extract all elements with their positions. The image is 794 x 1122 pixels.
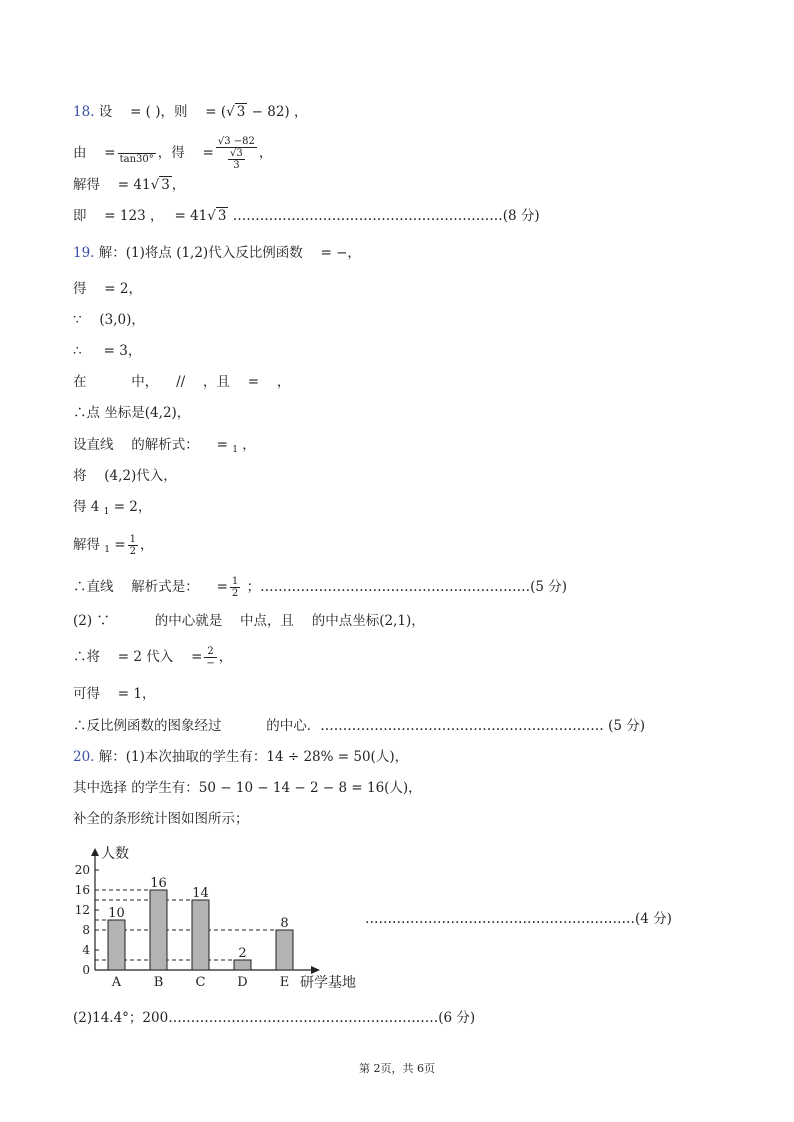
fraction: $\frac{1}{2}$: [231, 576, 239, 599]
y-tick-label: 4: [82, 943, 90, 957]
q18-line4: 即 = 123 ， = 41√ 3 ……………………………………………………(8 分): [73, 208, 540, 224]
q19-line11: ∴直线 解析式是： = $\frac{1}{2}$ ；……………………………………………………(5 分): [73, 576, 567, 599]
q20-line2: 其中选择 的学生有：50 − 10 − 14 − 2 − 8 = 16(人)，: [73, 780, 422, 796]
category-label: E: [279, 975, 290, 990]
score: (8 分): [502, 208, 540, 224]
score: (5 分): [530, 579, 567, 595]
q19-line3: ∵ (3,0)，: [73, 312, 145, 328]
y-axis-label: 人数: [101, 846, 129, 862]
y-tick-label: 20: [74, 863, 90, 877]
data-label: 2: [238, 946, 247, 961]
q19-line4: ∴ = 3，: [73, 343, 142, 359]
fraction: $\frac{1}{2}$: [129, 534, 137, 557]
x-axis-label: 研学基地: [300, 975, 356, 990]
page-footer: 第 2页，共 6页: [359, 1062, 435, 1075]
q19-line14: 可得 = 1，: [73, 686, 156, 702]
q19-line9: 得 4 $_1$ = 2，: [73, 499, 152, 517]
q19-line2: 得 = 2，: [73, 281, 142, 297]
q19-line15: ∴反比例函数的图象经过 的中心．……………………………………………………… (5 分): [73, 718, 646, 734]
category-label: B: [153, 975, 164, 990]
fraction: $\frac{2}{-}$: [206, 646, 215, 669]
q19-line8: 将 (4,2)代入，: [73, 468, 177, 484]
y-tick-label: 8: [82, 923, 90, 937]
q19-line5: 在 中， // ，且 = ，: [73, 374, 291, 390]
x-axis-arrow: [311, 966, 320, 974]
q20-score-line: ……………………………………………………(4 分): [365, 911, 672, 927]
q20-line4: (2)14.4°；200……………………………………………………(6 分): [73, 1010, 476, 1026]
data-label: 14: [192, 886, 209, 901]
q20-number: 20.: [73, 749, 95, 765]
q18-number: 18.: [73, 104, 95, 120]
category-label: A: [111, 975, 122, 990]
fraction: tan30°: [118, 142, 156, 165]
score: (5 分): [603, 718, 646, 734]
q19-line1: 19. 解：(1)将点 (1,2)代入反比例函数 = −，: [73, 245, 361, 261]
q18-line3: 解得 = 41√ 3 ，: [73, 177, 186, 193]
q19-line10: 解得 $_1$ = $\frac{1}{2}$ ，: [73, 534, 154, 557]
data-label: 8: [280, 916, 289, 931]
bar-B: [150, 890, 167, 970]
q18-line2: 由 = tan30° ，得 = $\frac{√3 -82}{\frac{√3}{3}}$ ，: [73, 136, 273, 171]
q19-line13: ∴将 = 2 代入 = $\frac{2}{-}$ ，: [73, 646, 233, 669]
category-label: C: [195, 975, 206, 990]
bar-chart: [70, 840, 370, 990]
score: (6 分): [438, 1010, 476, 1026]
q19-line7: 设直线 的解析式： = $_1$ ，: [73, 437, 256, 455]
q19-line6: ∴点 坐标是(4,2)，: [73, 405, 191, 421]
fraction: $\frac{√3 -82}{\frac{√3}{3}}$: [217, 136, 255, 171]
data-label: 16: [150, 876, 167, 891]
y-axis-arrow: [91, 848, 99, 856]
y-tick-label: 12: [74, 903, 90, 917]
q19-number: 19.: [73, 245, 95, 261]
category-label: D: [237, 975, 248, 990]
bar-D: [234, 960, 251, 970]
y-tick-label: 0: [82, 963, 90, 977]
data-label: 10: [108, 906, 125, 921]
q19-line12: (2) ∵ 的中心就是 中点，且 的中点坐标(2,1)，: [73, 613, 425, 629]
bar-C: [192, 900, 209, 970]
y-tick-label: 16: [74, 883, 90, 897]
bar-E: [276, 930, 293, 970]
q20-line3: 补全的条形统计图如图所示；: [73, 811, 249, 827]
q20-line1: 20. 解：(1)本次抽取的学生有：14 ÷ 28% = 50(人)，: [73, 749, 409, 765]
bar-A: [108, 920, 125, 970]
score: (4 分): [635, 911, 672, 927]
q18-line1: 18. 设 = ( )，则 = (√ 3 − 82) ，: [73, 104, 308, 120]
